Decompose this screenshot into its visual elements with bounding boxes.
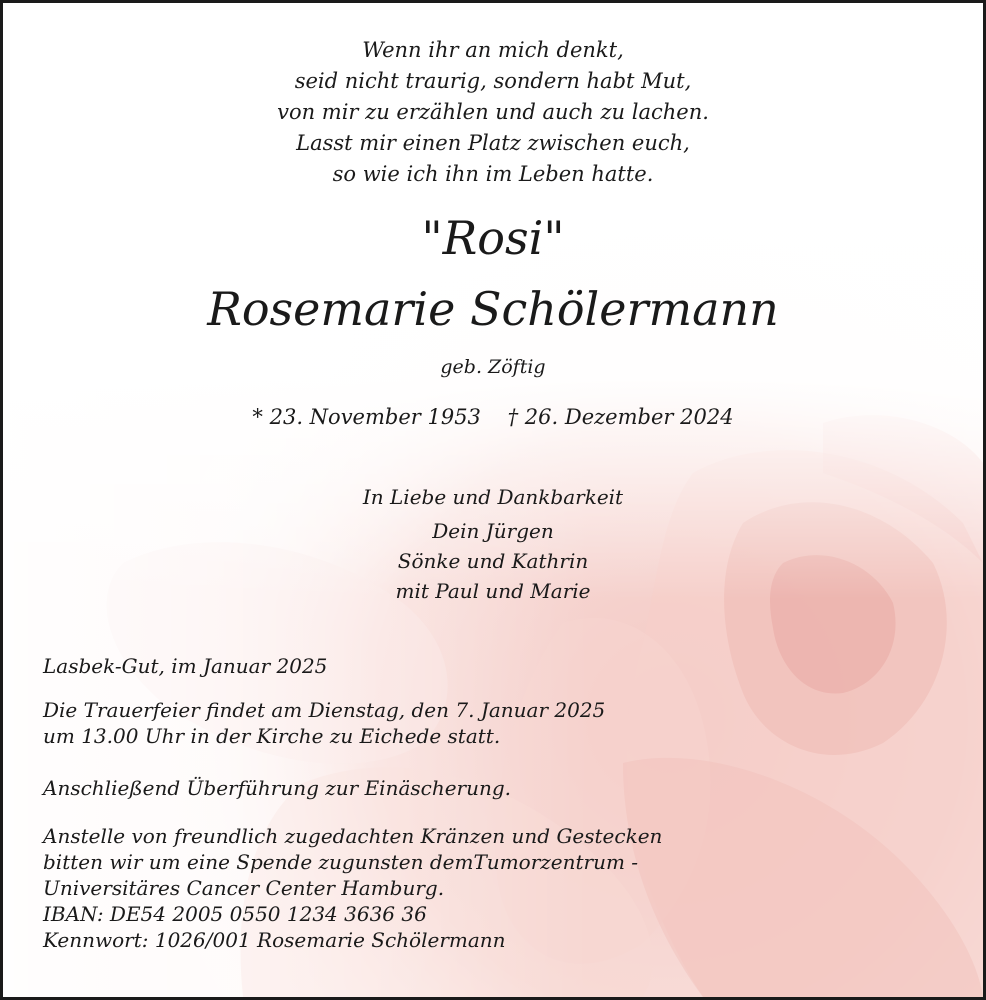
life-dates — [3, 405, 983, 429]
mourner-name: Sönke und Kathrin — [397, 549, 589, 573]
mourners — [3, 482, 983, 606]
transfer-info: Anschließend Überführung zur Einäscherung. — [43, 776, 512, 800]
donation-line: Anstelle von freundlich zugedachten Kränzen und Gestecken — [43, 824, 663, 848]
mourner-name: Dein Jürgen — [432, 519, 554, 543]
poem-line: seid nicht traurig, sondern habt Mut, — [294, 69, 692, 93]
poem-line: Wenn ihr an mich denkt, — [362, 38, 624, 62]
poem — [3, 35, 983, 190]
death-date: † 26. Dezember 2024 — [507, 405, 734, 429]
birth-date: * 23. November 1953 — [252, 405, 481, 429]
poem-line: Lasst mir einen Platz zwischen euch, — [296, 131, 690, 155]
nickname: "Rosi" — [421, 211, 565, 265]
donation-line: Universitäres Cancer Center Hamburg. — [43, 876, 445, 900]
donation-keyword: Kennwort: 1026/001 Rosemarie Schölermann — [43, 928, 506, 952]
deceased-name: Rosemarie Schölermann — [207, 282, 779, 336]
mourners-intro: In Liebe und Dankbarkeit — [362, 485, 624, 509]
donation-line: bitten wir um eine Spende zugunsten demTumorzentrum - — [43, 850, 639, 874]
iban: IBAN: DE54 2005 0550 1234 3636 36 — [43, 902, 427, 926]
poem-line: so wie ich ihn im Leben hatte. — [332, 162, 654, 186]
ceremony-line: um 13.00 Uhr in der Kirche zu Eichede statt. — [43, 724, 501, 748]
mourner-name: mit Paul und Marie — [395, 579, 591, 603]
ceremony-info — [43, 697, 743, 749]
place-date: Lasbek-Gut, im Januar 2025 — [43, 654, 328, 678]
donation-info — [43, 823, 743, 953]
ceremony-line: Die Trauerfeier findet am Dienstag, den 7. Januar 2025 — [43, 698, 606, 722]
poem-line: von mir zu erzählen und auch zu lachen. — [277, 100, 709, 124]
birth-name: geb. Zöftig — [440, 356, 546, 378]
